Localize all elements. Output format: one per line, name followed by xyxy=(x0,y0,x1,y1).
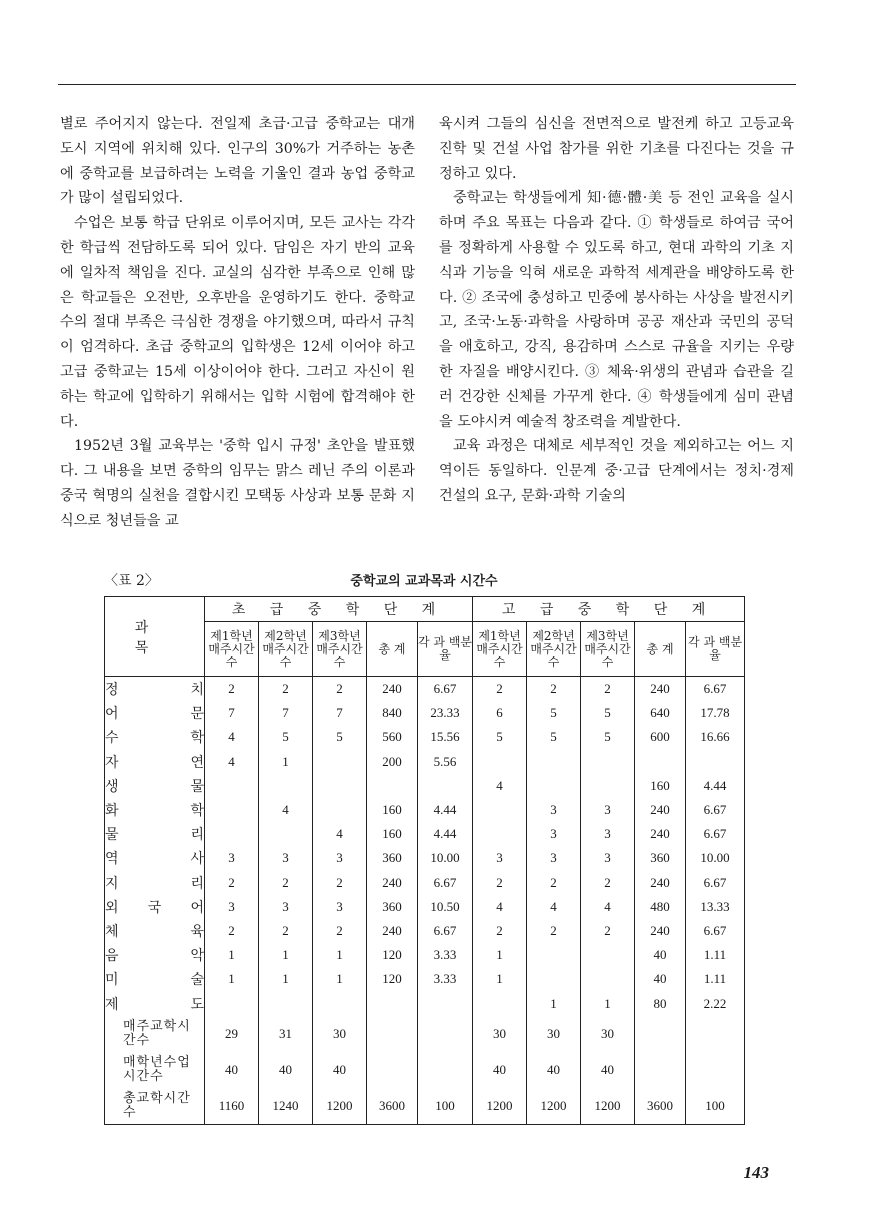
table-cell: 3 xyxy=(259,895,313,919)
table-cell: 5.56 xyxy=(418,750,473,774)
table-cell xyxy=(418,1052,473,1088)
subject-cell: 총교학시간수 xyxy=(105,1088,205,1125)
column-header: 총 계 xyxy=(367,622,418,677)
column-header: 제1학년매주시간수 xyxy=(205,622,259,677)
table-cell: 2 xyxy=(205,871,259,895)
table-cell: 5 xyxy=(581,725,635,749)
table-cell: 6.67 xyxy=(686,798,745,822)
table-cell: 1200 xyxy=(473,1088,527,1125)
table-cell: 40 xyxy=(635,943,686,967)
table-cell: 2 xyxy=(527,871,581,895)
table-cell xyxy=(418,991,473,1015)
table-cell: 6.67 xyxy=(418,871,473,895)
table-cell: 7 xyxy=(205,701,259,725)
table-cell: 40 xyxy=(581,1052,635,1088)
table-cell: 3 xyxy=(205,895,259,919)
table-cell xyxy=(259,774,313,798)
table-cell: 360 xyxy=(367,846,418,870)
table-cell: 240 xyxy=(367,919,418,943)
table-cell xyxy=(473,822,527,846)
column-header: 각 과 백분율 xyxy=(418,622,473,677)
table-cell: 1 xyxy=(473,967,527,991)
table-cell xyxy=(527,750,581,774)
table-cell: 120 xyxy=(367,943,418,967)
table-cell xyxy=(473,750,527,774)
table-cell xyxy=(313,774,367,798)
table-cell: 4 xyxy=(473,774,527,798)
subject-cell: 수 학 xyxy=(105,725,205,749)
table-cell: 1 xyxy=(205,967,259,991)
column-header: 각 과 백분율 xyxy=(686,622,745,677)
table-cell: 10.00 xyxy=(418,846,473,870)
table-row xyxy=(105,871,745,895)
subject-cell: 외 국 어 xyxy=(105,895,205,919)
subject-cell: 제 도 xyxy=(105,991,205,1015)
table-cell: 80 xyxy=(635,991,686,1015)
table-cell: 5 xyxy=(313,725,367,749)
table-cell: 160 xyxy=(367,822,418,846)
table-cell: 4 xyxy=(527,895,581,919)
table-row xyxy=(105,774,745,798)
table-cell xyxy=(527,774,581,798)
table-cell: 4 xyxy=(205,725,259,749)
table-cell: 2 xyxy=(581,919,635,943)
subject-cell: 매학년수업시간수 xyxy=(105,1052,205,1088)
table-cell: 1.11 xyxy=(686,967,745,991)
subject-cell: 물 리 xyxy=(105,822,205,846)
table-cell xyxy=(418,774,473,798)
table-cell: 40 xyxy=(313,1052,367,1088)
table-cell: 1 xyxy=(259,967,313,991)
table-cell: 4 xyxy=(259,798,313,822)
subject-cell: 화 학 xyxy=(105,798,205,822)
table-row xyxy=(105,677,745,702)
table-cell: 40 xyxy=(635,967,686,991)
table-cell xyxy=(686,750,745,774)
table-title: 중학교의 교과목과 시간수 xyxy=(350,574,498,589)
table-cell: 2 xyxy=(473,919,527,943)
table-caption xyxy=(104,568,744,592)
subject-cell: 생 물 xyxy=(105,774,205,798)
subject-cell: 매주교학시간수 xyxy=(105,1016,205,1052)
table-cell xyxy=(581,943,635,967)
table-cell: 4.44 xyxy=(418,798,473,822)
column-header: 제2학년매주시간수 xyxy=(527,622,581,677)
junior-stage-header: 초 급 중 학 단 계 xyxy=(205,597,473,622)
table-cell: 3 xyxy=(527,846,581,870)
table-row xyxy=(105,1052,745,1088)
table-cell: 1.11 xyxy=(686,943,745,967)
paragraph: 별로 주어지지 않는다. 전일제 초급·고급 중학교는 대개 도시 지역에 위치해 있다. 인구의 30%가 거주하는 농촌에 중학교를 보급하려는 노력을 기울인 결과 농업 중학교가 많이 설립되었다. xyxy=(60,116,415,207)
table-cell: 600 xyxy=(635,725,686,749)
table-cell: 30 xyxy=(527,1016,581,1052)
table-cell: 4 xyxy=(313,822,367,846)
subject-cell: 어 문 xyxy=(105,701,205,725)
table-cell: 3 xyxy=(581,798,635,822)
table-cell: 4.44 xyxy=(686,774,745,798)
table-cell xyxy=(205,822,259,846)
table-cell: 6.67 xyxy=(686,677,745,702)
table-cell: 3 xyxy=(581,822,635,846)
column-header: 제1학년매주시간수 xyxy=(473,622,527,677)
table-cell xyxy=(313,991,367,1015)
paragraph: 수업은 보통 학급 단위로 이루어지며, 모든 교사는 각각 한 학급씩 전담하도록 되어 있다. 담임은 자기 반의 교육에 일차적 책임을 진다. 교실의 심각한 부족으로 인해 많은 학교들은 오전반, 오후반을 운영하기도 한다. 중학교 수의 절대 부족은 극심한 경쟁을 야기했으며, 따라서 규칙이 엄격하다. 초급 중학교의 입학생은 12세 이어야 하고 고급 중학교는 15세 이상이어야 한다. 그러고 자신이 원하는 학교에 입학하기 위해서는 입학 시험에 합격해야 한다. xyxy=(60,215,415,430)
table-cell: 4 xyxy=(205,750,259,774)
table-cell: 1 xyxy=(313,943,367,967)
table-cell: 40 xyxy=(473,1052,527,1088)
table-cell: 30 xyxy=(313,1016,367,1052)
table-cell: 6 xyxy=(473,701,527,725)
table-cell: 3 xyxy=(259,846,313,870)
table-cell: 240 xyxy=(635,677,686,702)
table-cell xyxy=(367,774,418,798)
table-cell: 360 xyxy=(367,895,418,919)
subject-cell: 체 육 xyxy=(105,919,205,943)
table-cell xyxy=(259,991,313,1015)
table-row xyxy=(105,1016,745,1052)
senior-stage-header: 고 급 중 학 단 계 xyxy=(473,597,745,622)
table-cell: 7 xyxy=(259,701,313,725)
table-cell: 3 xyxy=(313,895,367,919)
table-cell: 5 xyxy=(473,725,527,749)
table-cell xyxy=(205,991,259,1015)
table-cell: 2 xyxy=(581,677,635,702)
right-column xyxy=(439,112,794,534)
table-row xyxy=(105,798,745,822)
table-cell: 2 xyxy=(259,919,313,943)
table-row xyxy=(105,967,745,991)
table-cell: 10.50 xyxy=(418,895,473,919)
subject-header: 과 목 xyxy=(105,597,205,677)
table-cell xyxy=(686,1052,745,1088)
table-cell xyxy=(581,774,635,798)
table-cell: 120 xyxy=(367,967,418,991)
table-cell: 240 xyxy=(367,677,418,702)
table-cell: 40 xyxy=(527,1052,581,1088)
table-cell: 2 xyxy=(205,919,259,943)
table-cell xyxy=(418,1016,473,1052)
table-cell: 640 xyxy=(635,701,686,725)
table-cell xyxy=(205,774,259,798)
table-row xyxy=(105,725,745,749)
table-row xyxy=(105,750,745,774)
table-cell xyxy=(527,967,581,991)
table-cell xyxy=(367,991,418,1015)
table-cell: 2 xyxy=(313,919,367,943)
body-text xyxy=(60,112,794,534)
table-row xyxy=(105,701,745,725)
table-cell: 1 xyxy=(259,750,313,774)
table-cell: 100 xyxy=(686,1088,745,1125)
column-header: 제2학년매주시간수 xyxy=(259,622,313,677)
table-cell: 3600 xyxy=(367,1088,418,1125)
table-cell xyxy=(367,1016,418,1052)
table-cell: 560 xyxy=(367,725,418,749)
table-cell: 17.78 xyxy=(686,701,745,725)
table-row xyxy=(105,895,745,919)
table-cell: 1 xyxy=(527,991,581,1015)
subject-cell: 자 연 xyxy=(105,750,205,774)
subject-cell: 정 치 xyxy=(105,677,205,702)
table-cell: 2 xyxy=(259,677,313,702)
table-cell: 1200 xyxy=(313,1088,367,1125)
table-cell xyxy=(313,750,367,774)
table-cell: 15.56 xyxy=(418,725,473,749)
table-cell: 1200 xyxy=(527,1088,581,1125)
table-cell: 100 xyxy=(418,1088,473,1125)
table-cell: 2 xyxy=(205,677,259,702)
table-cell: 3.33 xyxy=(418,967,473,991)
header-rule xyxy=(58,84,796,85)
table-cell: 240 xyxy=(635,822,686,846)
table-cell: 4 xyxy=(581,895,635,919)
table-cell: 3 xyxy=(527,798,581,822)
table-cell xyxy=(473,798,527,822)
table-cell: 3 xyxy=(205,846,259,870)
table-row xyxy=(105,991,745,1015)
table-cell: 200 xyxy=(367,750,418,774)
table-cell: 2 xyxy=(581,871,635,895)
table-cell: 3600 xyxy=(635,1088,686,1125)
table-cell xyxy=(473,991,527,1015)
table-cell: 2 xyxy=(313,677,367,702)
table-cell: 6.67 xyxy=(418,919,473,943)
table-cell: 3 xyxy=(313,846,367,870)
table-cell: 5 xyxy=(581,701,635,725)
table-cell: 40 xyxy=(259,1052,313,1088)
table-cell: 240 xyxy=(635,798,686,822)
paragraph: 중학교는 학생들에게 知·德·體·美 등 전인 교육을 실시하며 주요 목표는 다음과 같다. ① 학생들로 하여금 국어를 정확하게 사용할 수 있도록 하고, 현대 과학의 기초 지식과 기능을 익혀 새로운 과학적 세계관을 배양하도록 한다. ② 조국에 충성하고 민중에 봉사하는 사상을 발전시키고, 조국·노동·과학을 사랑하며 공공 재산과 국민의 공덕을 애호하고, 강직, 용감하며 스스로 규율을 지키는 우량한 자질을 배양시킨다. ③ 체육·위생의 관념과 습관을 길러 건강한 신체를 가꾸게 한다. ④ 학생들에게 심미 관념을 도야시켜 예술적 창조력을 계발한다. xyxy=(439,190,794,430)
table-row xyxy=(105,846,745,870)
table-cell: 6.67 xyxy=(686,871,745,895)
table-cell: 2 xyxy=(527,919,581,943)
table-cell: 1160 xyxy=(205,1088,259,1125)
table-row xyxy=(105,822,745,846)
page-number: 143 xyxy=(743,1163,769,1182)
table-cell: 30 xyxy=(473,1016,527,1052)
paragraph: 육시켜 그들의 심신을 전면적으로 발전케 하고 고등교육 진학 및 건설 사업 참가를 위한 기초를 다진다는 것을 규정하고 있다. xyxy=(439,116,794,182)
table-cell: 6.67 xyxy=(418,677,473,702)
table-cell: 2 xyxy=(313,871,367,895)
table-cell: 1 xyxy=(205,943,259,967)
table-cell: 1 xyxy=(581,991,635,1015)
table-cell: 360 xyxy=(635,846,686,870)
table-cell: 1 xyxy=(473,943,527,967)
table-cell: 40 xyxy=(205,1052,259,1088)
table-cell: 3 xyxy=(473,846,527,870)
table-cell: 16.66 xyxy=(686,725,745,749)
column-header: 제3학년매주시간수 xyxy=(581,622,635,677)
table-cell xyxy=(635,750,686,774)
table-cell: 240 xyxy=(635,919,686,943)
table-row xyxy=(105,943,745,967)
table-cell: 10.00 xyxy=(686,846,745,870)
curriculum-table xyxy=(104,596,745,1125)
left-column xyxy=(60,112,415,534)
table-cell: 3.33 xyxy=(418,943,473,967)
subject-cell: 음 악 xyxy=(105,943,205,967)
table-cell: 4.44 xyxy=(418,822,473,846)
table-cell: 240 xyxy=(367,871,418,895)
table-row xyxy=(105,1088,745,1125)
table-cell: 23.33 xyxy=(418,701,473,725)
table-row xyxy=(105,919,745,943)
subject-cell: 지 리 xyxy=(105,871,205,895)
table-cell: 2 xyxy=(259,871,313,895)
table-label: 〈표 2〉 xyxy=(104,573,159,589)
table-cell: 5 xyxy=(527,725,581,749)
table-cell: 31 xyxy=(259,1016,313,1052)
table-cell xyxy=(686,1016,745,1052)
table-cell: 1 xyxy=(259,943,313,967)
column-header: 제3학년매주시간수 xyxy=(313,622,367,677)
table-cell: 160 xyxy=(367,798,418,822)
subject-cell: 역 사 xyxy=(105,846,205,870)
table-cell: 1200 xyxy=(581,1088,635,1125)
table-cell: 6.67 xyxy=(686,919,745,943)
paragraph: 1952년 3월 교육부는 '중학 입시 규정' 초안을 발표했다. 그 내용을 보면 중학의 임무는 맑스 레닌 주의 이론과 중국 혁명의 실천을 결합시킨 모택동 사상과 보통 문화 지식으로 청년들을 교 xyxy=(60,438,415,529)
table-cell xyxy=(205,798,259,822)
table-cell: 5 xyxy=(259,725,313,749)
table-cell xyxy=(527,943,581,967)
table-cell xyxy=(367,1052,418,1088)
table-cell xyxy=(581,750,635,774)
table-cell xyxy=(581,967,635,991)
table-cell xyxy=(313,798,367,822)
table-cell: 7 xyxy=(313,701,367,725)
table-cell: 5 xyxy=(527,701,581,725)
table-cell: 2 xyxy=(527,677,581,702)
table-cell xyxy=(259,822,313,846)
table-cell: 30 xyxy=(581,1016,635,1052)
table-cell: 480 xyxy=(635,895,686,919)
table-cell: 2 xyxy=(473,871,527,895)
table-cell: 840 xyxy=(367,701,418,725)
table-cell xyxy=(635,1052,686,1088)
table-cell: 2.22 xyxy=(686,991,745,1015)
table-cell: 13.33 xyxy=(686,895,745,919)
table-cell: 1240 xyxy=(259,1088,313,1125)
column-header: 총 계 xyxy=(635,622,686,677)
table-cell: 3 xyxy=(581,846,635,870)
table-cell: 160 xyxy=(635,774,686,798)
table-cell: 29 xyxy=(205,1016,259,1052)
table-cell: 6.67 xyxy=(686,822,745,846)
table-cell: 3 xyxy=(527,822,581,846)
paragraph: 교육 과정은 대체로 세부적인 것을 제외하고는 어느 지역이든 동일하다. 인문계 중·고급 단계에서는 정치·경제 건설의 요구, 문화·과학 기술의 xyxy=(439,438,794,504)
table-cell: 4 xyxy=(473,895,527,919)
subject-cell: 미 술 xyxy=(105,967,205,991)
table-cell xyxy=(635,1016,686,1052)
table-cell: 1 xyxy=(313,967,367,991)
table-cell: 240 xyxy=(635,871,686,895)
table-cell: 2 xyxy=(473,677,527,702)
